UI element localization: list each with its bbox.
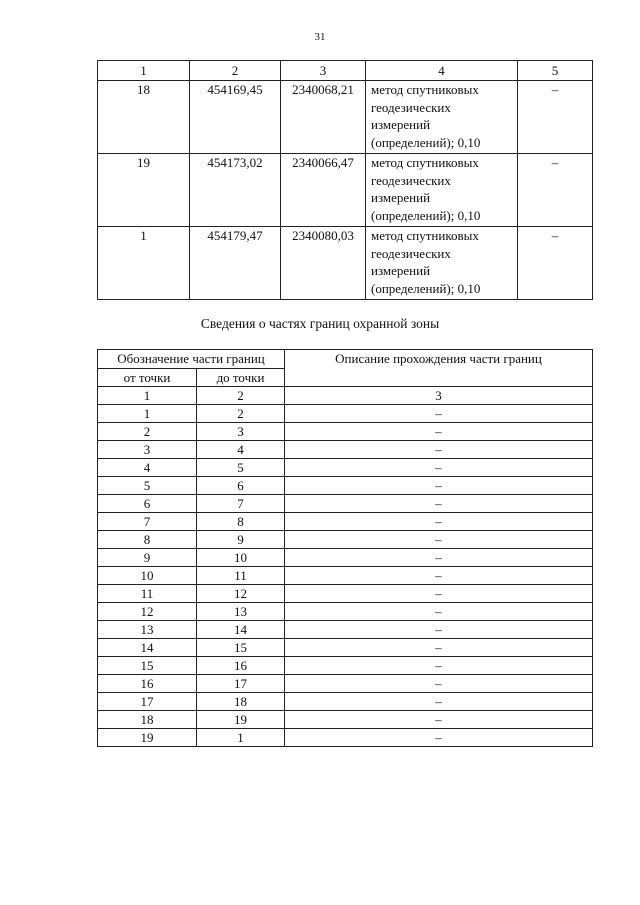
from-point-cell: 16: [98, 675, 197, 693]
to-point-cell: 18: [197, 693, 285, 711]
from-point-cell: 17: [98, 693, 197, 711]
parts-row: [98, 729, 593, 747]
description-cell: –: [285, 441, 593, 459]
page-number: 31: [314, 31, 326, 43]
parts-row: [98, 639, 593, 657]
description-cell: –: [285, 549, 593, 567]
parts-header-row: [98, 350, 593, 369]
coordinates-row: [98, 227, 593, 300]
to-point-cell: 6: [197, 477, 285, 495]
description-cell: –: [285, 513, 593, 531]
description-cell: –: [285, 423, 593, 441]
parts-row: [98, 441, 593, 459]
parts-row: [98, 603, 593, 621]
to-point-cell: 1: [197, 729, 285, 747]
from-point-cell: 2: [98, 423, 197, 441]
coordinates-header-row: [98, 61, 593, 81]
to-point-cell: 17: [197, 675, 285, 693]
column-number: 1: [98, 387, 197, 405]
note-cell: –: [518, 81, 593, 154]
to-point-cell: 14: [197, 621, 285, 639]
from-point-cell: 18: [98, 711, 197, 729]
method-line: измерений: [371, 190, 431, 206]
note-cell: –: [518, 154, 593, 227]
from-point-cell: 3: [98, 441, 197, 459]
description-cell: –: [285, 675, 593, 693]
coordinates-table: [97, 60, 593, 300]
method-line: метод спутниковых: [371, 228, 479, 243]
description-cell: –: [285, 693, 593, 711]
to-point-cell: 5: [197, 459, 285, 477]
header-cell-5: 5: [518, 61, 593, 81]
point-number-cell: 19: [98, 154, 190, 227]
column-number: 2: [197, 387, 285, 405]
description-cell: –: [285, 603, 593, 621]
description-cell: –: [285, 459, 593, 477]
parts-row: [98, 531, 593, 549]
from-point-cell: 19: [98, 729, 197, 747]
from-point-cell: 6: [98, 495, 197, 513]
method-line: метод спутниковых: [371, 82, 479, 97]
section-title: Сведения о частях границ охранной зоны: [200, 316, 440, 331]
point-number-cell: 18: [98, 81, 190, 154]
method-cell: [366, 81, 518, 154]
from-point-cell: 15: [98, 657, 197, 675]
y-coordinate-cell: 2340068,21: [281, 81, 366, 154]
to-point-header: до точки: [197, 369, 285, 387]
designation-header: Обозначение части границ: [98, 350, 285, 369]
note-cell: –: [518, 227, 593, 300]
parts-row: [98, 711, 593, 729]
coordinates-row: [98, 154, 593, 227]
to-point-cell: 19: [197, 711, 285, 729]
description-cell: –: [285, 405, 593, 423]
description-cell: –: [285, 729, 593, 747]
x-coordinate-cell: 454179,47: [190, 227, 281, 300]
to-point-cell: 7: [197, 495, 285, 513]
to-point-cell: 9: [197, 531, 285, 549]
from-point-cell: 5: [98, 477, 197, 495]
method-line: (определений); 0,10: [371, 280, 481, 296]
method-cell: [366, 227, 518, 300]
to-point-cell: 8: [197, 513, 285, 531]
parts-row: [98, 585, 593, 603]
method-line: (определений); 0,10: [371, 207, 481, 223]
from-point-header: от точки: [98, 369, 197, 387]
parts-row: [98, 423, 593, 441]
description-cell: –: [285, 657, 593, 675]
method-line: измерений: [371, 117, 431, 133]
method-line: (определений); 0,10: [371, 134, 481, 150]
from-point-cell: 7: [98, 513, 197, 531]
description-cell: –: [285, 585, 593, 603]
boundary-parts-table: [97, 349, 593, 747]
from-point-cell: 13: [98, 621, 197, 639]
to-point-cell: 13: [197, 603, 285, 621]
header-cell-3: 3: [281, 61, 366, 81]
method-line: метод спутниковых: [371, 155, 479, 170]
y-coordinate-cell: 2340080,03: [281, 227, 366, 300]
description-cell: –: [285, 639, 593, 657]
y-coordinate-cell: 2340066,47: [281, 154, 366, 227]
parts-row: [98, 675, 593, 693]
to-point-cell: 12: [197, 585, 285, 603]
description-header: Описание прохождения части границ: [285, 350, 593, 387]
point-number-cell: 1: [98, 227, 190, 300]
header-cell-4: 4: [366, 61, 518, 81]
parts-row: [98, 621, 593, 639]
description-cell: –: [285, 567, 593, 585]
to-point-cell: 4: [197, 441, 285, 459]
description-cell: –: [285, 477, 593, 495]
to-point-cell: 10: [197, 549, 285, 567]
description-cell: –: [285, 621, 593, 639]
to-point-cell: 16: [197, 657, 285, 675]
parts-row: [98, 477, 593, 495]
from-point-cell: 14: [98, 639, 197, 657]
to-point-cell: 3: [197, 423, 285, 441]
method-line: измерений: [371, 263, 431, 279]
to-point-cell: 2: [197, 405, 285, 423]
to-point-cell: 11: [197, 567, 285, 585]
from-point-cell: 4: [98, 459, 197, 477]
parts-row: [98, 693, 593, 711]
from-point-cell: 8: [98, 531, 197, 549]
parts-row: [98, 549, 593, 567]
method-line: геодезических: [371, 245, 451, 261]
description-cell: –: [285, 711, 593, 729]
from-point-cell: 1: [98, 405, 197, 423]
from-point-cell: 10: [98, 567, 197, 585]
x-coordinate-cell: 454169,45: [190, 81, 281, 154]
from-point-cell: 9: [98, 549, 197, 567]
method-line: геодезических: [371, 99, 451, 115]
method-cell: [366, 154, 518, 227]
parts-row: [98, 459, 593, 477]
parts-row: [98, 513, 593, 531]
parts-column-numbers-row: [98, 387, 593, 405]
to-point-cell: 15: [197, 639, 285, 657]
from-point-cell: 12: [98, 603, 197, 621]
column-number: 3: [285, 387, 593, 405]
coordinates-row: [98, 81, 593, 154]
parts-row: [98, 405, 593, 423]
method-line: геодезических: [371, 172, 451, 188]
parts-row: [98, 495, 593, 513]
from-point-cell: 11: [98, 585, 197, 603]
parts-row: [98, 567, 593, 585]
header-cell-1: 1: [98, 61, 190, 81]
x-coordinate-cell: 454173,02: [190, 154, 281, 227]
header-cell-2: 2: [190, 61, 281, 81]
description-cell: –: [285, 531, 593, 549]
description-cell: –: [285, 495, 593, 513]
parts-row: [98, 657, 593, 675]
